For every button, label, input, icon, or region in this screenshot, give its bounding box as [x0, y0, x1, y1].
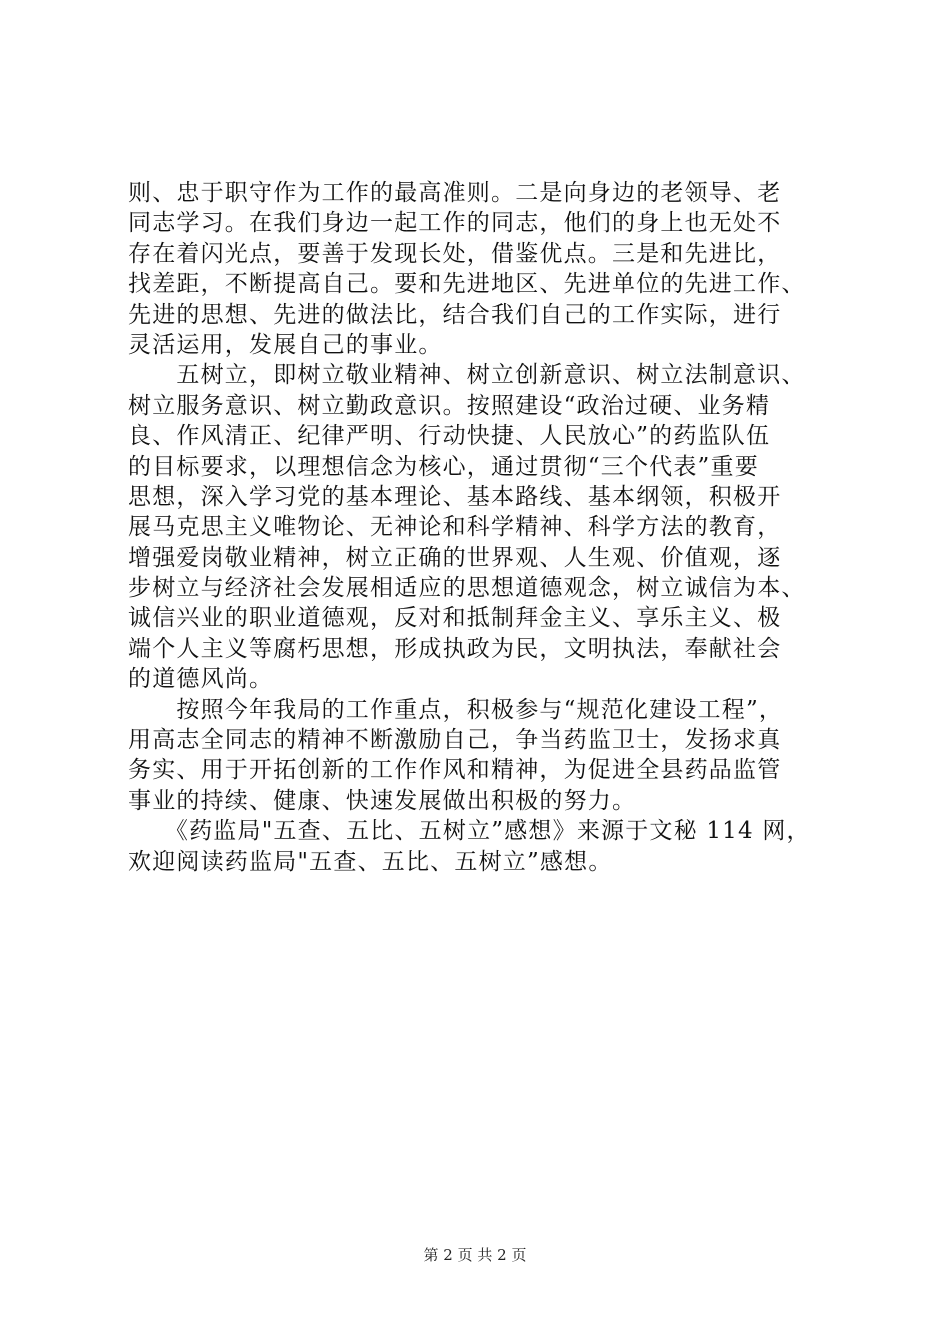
text-line: 《药监局"五查、五比、五树立”感想》来源于文秘 114 网，: [128, 818, 811, 845]
text-line: 诚信兴业的职业道德观，反对和抵制拜金主义、享乐主义、极: [128, 605, 782, 632]
text-line: 的道德风尚。: [128, 666, 274, 693]
text-line: 步树立与经济社会发展相适应的思想道德观念，树立诚信为本、: [128, 575, 806, 602]
text-line: 存在着闪光点，要善于发现长处，借鉴优点。三是和先进比，: [128, 240, 782, 267]
text-line: 用高志全同志的精神不断激励自己，争当药监卫士，发扬求真: [128, 727, 782, 754]
document-body: [128, 178, 828, 877]
text-line: 展马克思主义唯物论、无神论和科学精神、科学方法的教育，: [128, 514, 782, 541]
text-line: 则、忠于职守作为工作的最高准则。二是向身边的老领导、老: [128, 180, 782, 206]
text-line: 思想，深入学习党的基本理论、基本路线、基本纲领，积极开: [128, 483, 782, 510]
text-line: 按照今年我局的工作重点，积极参与“规范化建设工程”，: [128, 696, 784, 723]
text-line: 良、作风清正、纪律严明、行动快捷、人民放心”的药监队伍: [128, 423, 771, 450]
text-line: 增强爱岗敬业精神，树立正确的世界观、人生观、价值观，逐: [128, 544, 782, 571]
text-line: 灵活运用，发展自己的事业。: [128, 331, 443, 358]
text-line: 欢迎阅读药监局"五查、五比、五树立”感想。: [128, 848, 613, 875]
text-line: 树立服务意识、树立勤政意识。按照建设“政治过硬、业务精: [128, 392, 771, 419]
text-line: 事业的持续、健康、快速发展做出积极的努力。: [128, 787, 637, 814]
text-line: 端个人主义等腐朽思想，形成执政为民，文明执法，奉献社会: [128, 635, 782, 662]
page-number: 第 2 页 共 2 页: [423, 1246, 527, 1264]
text-line: 先进的思想、先进的做法比，结合我们自己的工作实际，进行: [128, 301, 782, 328]
text-line: 找差距，不断提高自己。要和先进地区、先进单位的先进工作、: [128, 271, 806, 298]
text-line: 务实、用于开拓创新的工作作风和精神，为促进全县药品监管: [128, 757, 782, 784]
text-line: 的目标要求，以理想信念为核心，通过贯彻“三个代表”重要: [128, 453, 759, 480]
text-line: 同志学习。在我们身边一起工作的同志，他们的身上也无处不: [128, 210, 782, 237]
text-line: 五树立，即树立敬业精神、树立创新意识、树立法制意识、: [128, 362, 806, 389]
page-footer: [0, 1244, 950, 1265]
